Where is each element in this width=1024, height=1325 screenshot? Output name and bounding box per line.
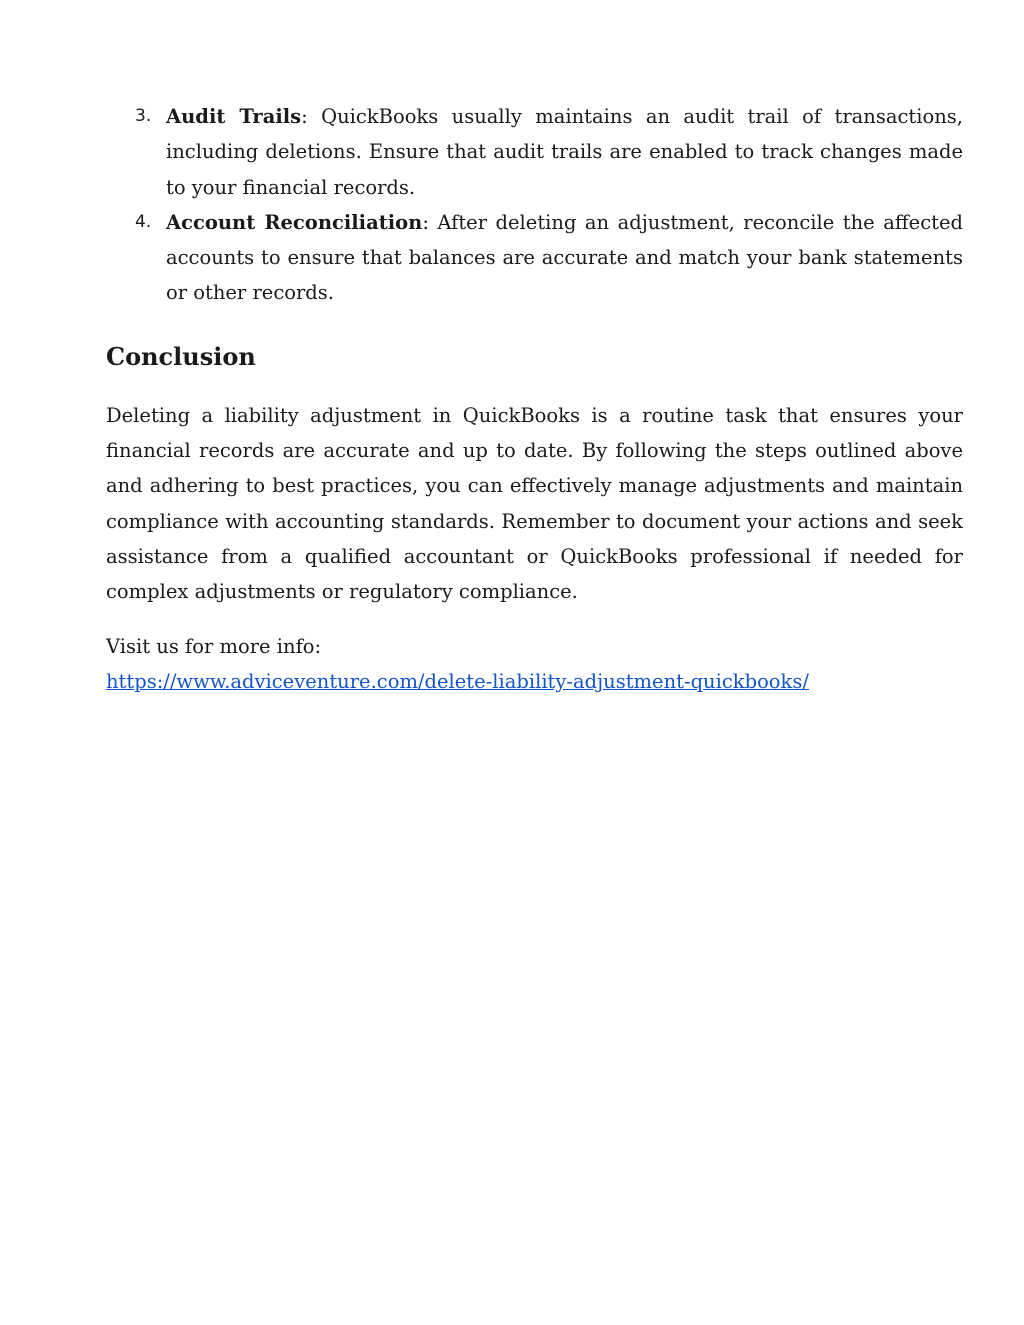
visit-label: Visit us for more info: <box>106 634 322 658</box>
term-separator: : <box>301 105 308 128</box>
document-page <box>106 99 963 699</box>
list-item-text: QuickBooks usually maintains an audit trail of transactions, including deletions. Ensure that audit trails are enabled to track changes made to your financial records. <box>166 105 963 199</box>
visit-section <box>106 629 963 700</box>
list-item-audit-trails <box>106 99 963 205</box>
list-number: 4. <box>135 211 152 232</box>
conclusion-paragraph: Deleting a liability adjustment in QuickBooks is a routine task that ensures your financial records are accurate and up to date. By following the steps outlined above and adhering to best practices, you can effectively manage adjustments and maintain compliance with accounting standards. Remember to document your actions and seek assistance from a qualified accountant or QuickBooks professional if needed for complex adjustments or regulatory compliance. <box>106 403 963 604</box>
conclusion-heading: Conclusion <box>106 341 256 371</box>
list-item-term: Audit Trails <box>166 105 302 128</box>
list-number: 3. <box>135 106 152 126</box>
list-item-account-reconciliation <box>106 205 963 311</box>
numbered-list <box>106 99 963 311</box>
visit-link[interactable]: https://www.adviceventure.com/delete-liability-adjustment-quickbooks/ <box>106 669 809 693</box>
list-item-text: After deleting an adjustment, reconcile the affected accounts to ensure that balances are accurate and match your bank statements or other records. <box>166 210 963 305</box>
list-item-term: Account Reconciliation <box>166 210 423 234</box>
term-separator: : <box>422 210 429 234</box>
